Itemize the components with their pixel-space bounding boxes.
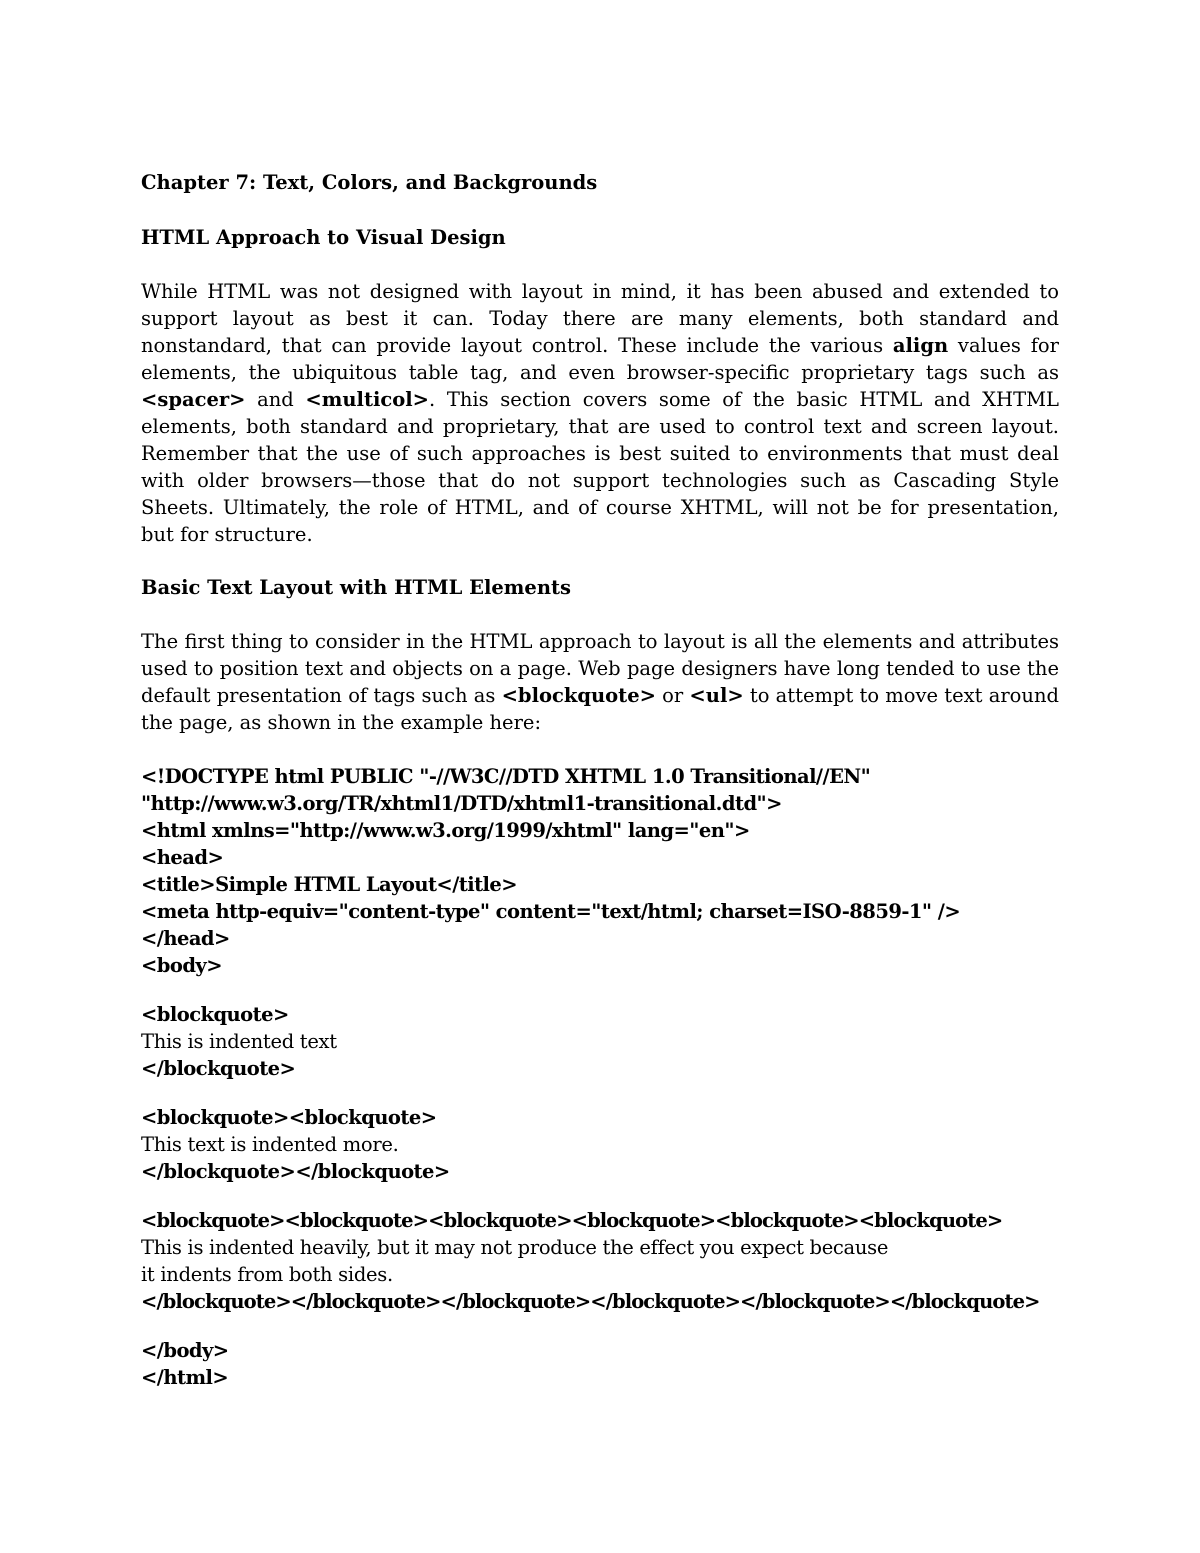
- code-line-head-close: </head>: [141, 927, 230, 950]
- para-text: to attempt to move text around the page, as shown in the example here:: [141, 684, 1059, 734]
- tag-ul: <ul>: [689, 684, 744, 707]
- keyword-align: align: [892, 334, 949, 357]
- code-line-body-close: </body>: [141, 1339, 229, 1362]
- code-line-indented-more-text: This text is indented more.: [141, 1133, 399, 1156]
- para-text: The first thing to consider in the HTML approach to layout is all the elements and attributes used to position text and objects on a page. Web page designers have long tended to use the default presentation of tags such as: [141, 630, 1059, 707]
- para-text: and: [245, 388, 306, 411]
- code-line-six-blockquote-close: </blockquote></blockquote></blockquote></blockquote></blockquote></blockquote>: [141, 1290, 1040, 1313]
- section-heading-visual-design: HTML Approach to Visual Design: [141, 226, 506, 249]
- tag-blockquote: <blockquote>: [501, 684, 656, 707]
- paragraph-visual-design: [141, 278, 1059, 548]
- code-line-body-open: <body>: [141, 954, 222, 977]
- tag-multicol: <multicol>: [305, 388, 430, 411]
- code-example: [141, 763, 1059, 1391]
- code-line-six-blockquote-open: <blockquote><blockquote><blockquote><blockquote><blockquote><blockquote>: [141, 1209, 1003, 1232]
- code-line-indented-heavily-text-2: it indents from both sides.: [141, 1263, 393, 1286]
- code-line-doctype: <!DOCTYPE html PUBLIC "-//W3C//DTD XHTML 1.0 Transitional//EN": [141, 765, 871, 788]
- code-line-blockquote-open: <blockquote>: [141, 1003, 289, 1026]
- document-page: [141, 168, 1059, 1391]
- code-line-meta: <meta http-equiv="content-type" content="text/html; charset=ISO-8859-1" />: [141, 900, 961, 923]
- code-line-indented-heavily-text: This is indented heavily, but it may not produce the effect you expect because: [141, 1236, 889, 1259]
- code-line-blockquote-close: </blockquote>: [141, 1057, 296, 1080]
- section-heading-basic-text-layout: Basic Text Layout with HTML Elements: [141, 576, 571, 599]
- code-line-title: <title>Simple HTML Layout</title>: [141, 873, 518, 896]
- code-line-dtd-url: "http://www.w3.org/TR/xhtml1/DTD/xhtml1-transitional.dtd">: [141, 792, 782, 815]
- paragraph-basic-text-layout: [141, 628, 1059, 736]
- para-text: values for elements, the ubiquitous table tag, and even browser-specific proprietary tags such as: [141, 334, 1059, 384]
- code-line-double-blockquote-open: <blockquote><blockquote>: [141, 1106, 437, 1129]
- code-line-head-open: <head>: [141, 846, 224, 869]
- chapter-title: Chapter 7: Text, Colors, and Backgrounds: [141, 171, 598, 194]
- tag-spacer: <spacer>: [141, 388, 246, 411]
- para-text: or: [655, 684, 690, 707]
- code-line-double-blockquote-close: </blockquote></blockquote>: [141, 1160, 450, 1183]
- code-line-indented-text: This is indented text: [141, 1030, 337, 1053]
- para-text: While HTML was not designed with layout in mind, it has been abused and extended to support layout as best it can. Today there are many elements, both standard and nonstandard, that can provide layout control. These include the various: [141, 280, 1059, 357]
- para-text: . This section covers some of the basic HTML and XHTML elements, both standard and proprietary, that are used to control text and screen layout. Remember that the use of such approaches is best suited to environments that must deal with older browsers—those that do not support technologies such as Cascading Style Sheets. Ultimately, the role of HTML, and of course XHTML, will not be for presentation, but for structure.: [141, 388, 1059, 546]
- code-line-html-close: </html>: [141, 1366, 229, 1389]
- code-line-html-open: <html xmlns="http://www.w3.org/1999/xhtml" lang="en">: [141, 819, 750, 842]
